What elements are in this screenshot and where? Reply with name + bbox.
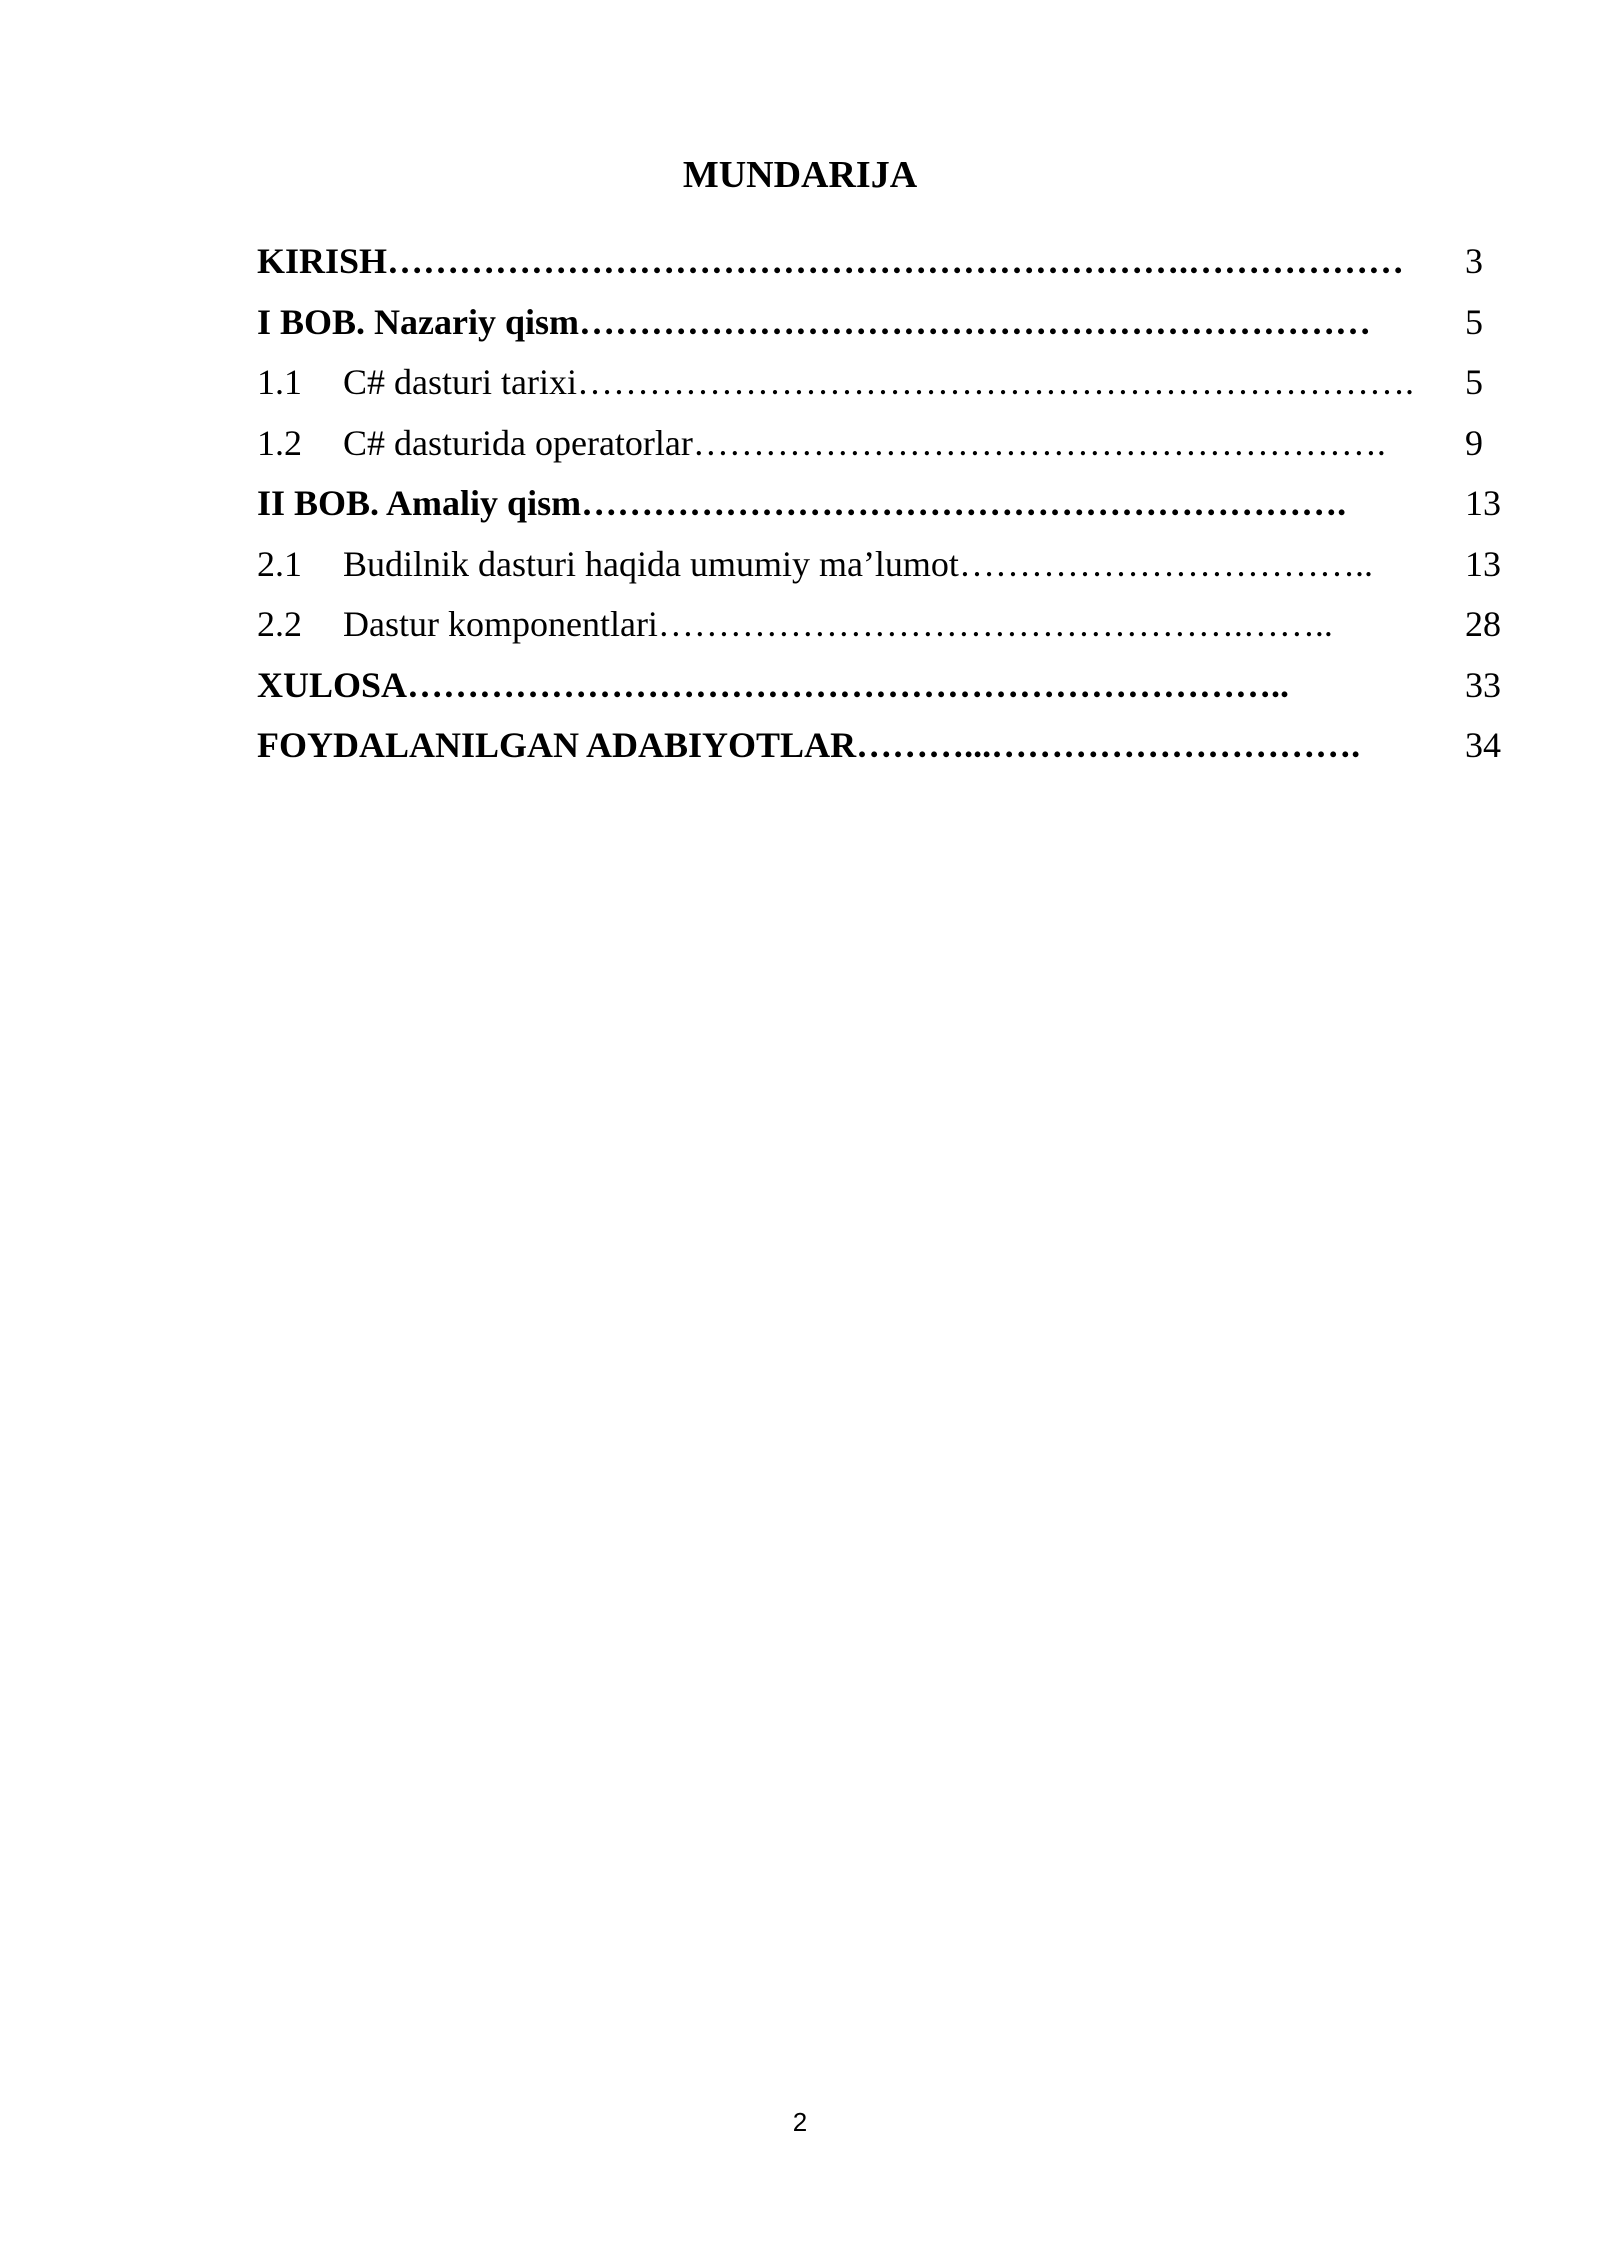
toc-entry-text: II BOB. Amaliy qism………………………………………………………. xyxy=(257,483,1347,523)
toc-entry-page: 3 xyxy=(1465,241,1483,281)
toc-title: MUNDARIJA xyxy=(682,154,918,196)
toc-entry[interactable] xyxy=(257,357,1517,418)
toc-entry-page: 28 xyxy=(1465,604,1501,644)
toc-entry-label: C# dasturi tarixi……………………………………………………………. xyxy=(343,362,1414,402)
toc-entry-text xyxy=(257,418,1437,468)
toc-entry-page: 5 xyxy=(1465,301,1483,342)
toc-entry-text: I BOB. Nazariy qism………………………………………………………… xyxy=(257,301,1372,342)
toc-entry-text xyxy=(257,357,1437,407)
toc-entry[interactable] xyxy=(257,599,1517,660)
toc-entry-page: 13 xyxy=(1465,483,1501,523)
toc-entry-text xyxy=(257,539,1437,589)
toc-entry[interactable] xyxy=(257,478,1517,539)
toc-entry-number: 1.1 xyxy=(257,362,302,402)
toc-entry-page: 9 xyxy=(1465,422,1483,463)
toc-entry-text: XULOSA……………………………………………………………….. xyxy=(257,664,1290,705)
toc-entry-page: 13 xyxy=(1465,543,1501,584)
toc-entry[interactable] xyxy=(257,418,1517,479)
toc-entry-page: 33 xyxy=(1465,664,1501,705)
toc-entry-label: C# dasturida operatorlar…………………………………………………. xyxy=(343,422,1386,463)
toc-entry[interactable] xyxy=(257,297,1517,358)
toc-entry-label: Dastur komponentlari………………………………………….…….. xyxy=(343,604,1333,644)
toc-entry[interactable] xyxy=(257,236,1517,297)
toc-entry-text: KIRISH………………………………………………………….……………… xyxy=(257,241,1405,281)
toc-entry-number: 2.2 xyxy=(257,604,302,644)
toc-list xyxy=(257,236,1517,781)
toc-entry[interactable] xyxy=(257,660,1517,721)
toc-entry-page: 34 xyxy=(1465,725,1501,765)
toc-entry-text xyxy=(257,599,1437,649)
toc-entry[interactable] xyxy=(257,720,1517,781)
toc-entry-text: FOYDALANILGAN ADABIYOTLAR………...…………………………. xyxy=(257,725,1361,765)
toc-entry-label: Budilnik dasturi haqida umumiy ma’lumot…………………………….. xyxy=(343,543,1373,584)
toc-entry-page: 5 xyxy=(1465,362,1483,402)
toc-entry[interactable] xyxy=(257,539,1517,600)
toc-entry-number: 2.1 xyxy=(257,543,302,584)
page-number: 2 xyxy=(792,2107,808,2137)
toc-entry-number: 1.2 xyxy=(257,422,302,463)
